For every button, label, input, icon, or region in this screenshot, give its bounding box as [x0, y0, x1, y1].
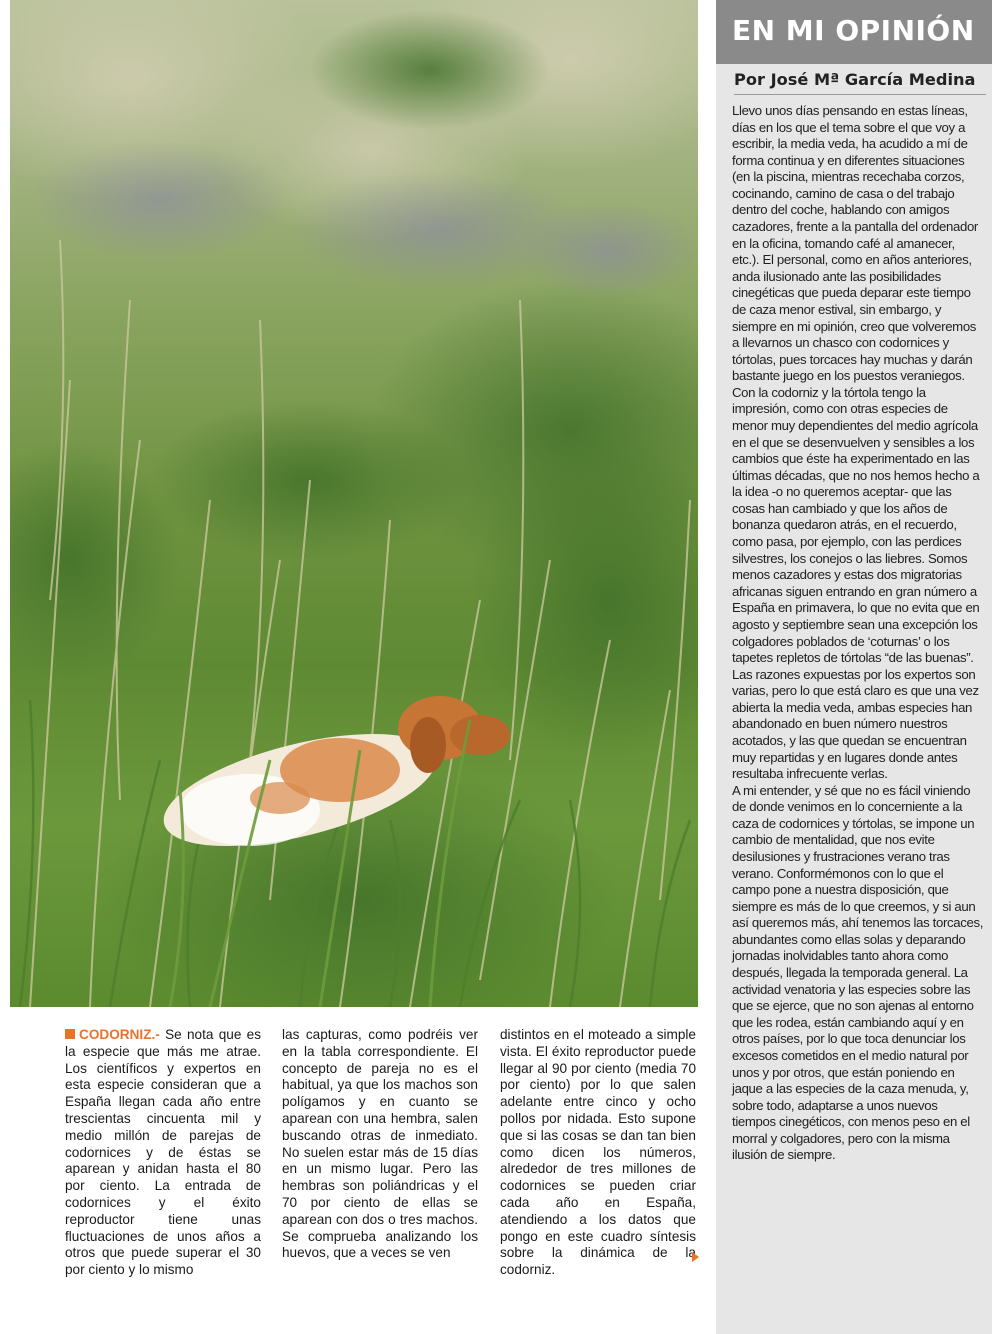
continue-arrow-icon [692, 1252, 699, 1262]
column-1-text: Se nota que es la especie que más me atrae. Los científicos y expertos en esta especie consideran que a España llegan cada año entre trescientas cincuenta mil y medio millón de parejas de codornices y de éstas se aparean y anidan hasta el 80 por ciento. La entrada de codornices y el éxito reproductor tiene unas fluctuaciones de unos años a otros que puede superar el 30 por ciento y lo mismo [65, 1027, 261, 1278]
article-column-3 [500, 1027, 696, 1277]
section-lead-word: CODORNIZ.- [79, 1027, 160, 1042]
article-column-1 [65, 1027, 261, 1277]
section-marker [65, 1029, 75, 1039]
byline-divider [734, 94, 986, 95]
article-column-2 [282, 1027, 478, 1277]
sidebar-header [716, 0, 992, 64]
author-byline: Por José Mª García Medina [734, 70, 976, 89]
grass-field-illustration [10, 0, 698, 1007]
hunting-dog-photo [10, 0, 698, 1007]
opinion-paragraphs: Llevo unos días pensando en estas líneas, días en los que el tema sobre el que voy a escribir, la media veda, ha acudido a mí de forma continua y en diferentes situaciones (en la piscina, mientras recechaba corzos, cocinando, camino de casa o del trabajo dentro del coche, hablando con amigos cazadores, frente a la pantalla del ordenador en la oficina, tomando café al amanecer, etc.). El personal, como en años anteriores, anda ilusionado ante las posibilidades cinegéticas que pueda deparar este tiempo de caza menor estival, sin embargo, y siempre en mi opinión, creo que volveremos a llevarnos un chasco con codornices y tórtolas, pues torcaces hay muchas y darán bastante juego en los puestos veraniegos. Con la codorniz y la tórtola tengo la impresión, como con otras especies de menor muy dependientes del medio agrícola en el que se desenvuelven y sensibles a los cambios que éste ha experimentado en las últimas décadas, que no nos hemos hecho a la idea -o no queremos aceptar- que las cosas han cambiado y que los años de bonanza quedaron atrás, en el recuerdo, como pasa, por ejemplo, con las perdices silvestres, los conejos o las liebres. Somos menos cazadores y estas dos migratorias africanas siguen entrando en gran número a España en primavera, lo que no evita que en agosto y septiembre sean una excepción los colgadores poblados de ‘coturnas’ o los tapetes repletos de tórtolas “de las buenas”. Las razones expuestas por los expertos son varias, pero lo que está claro es que una vez abierta la media veda, ambas especies han abandonado en buen número nuestros acotados, y las que quedan se encuentran muy repartidas y en lugares donde antes resultaba infrecuente verlas. A mi entender, y sé que no es fácil viniendo de donde venimos en lo concerniente a la caza de codornices y tórtolas, se impone un cambio de mentalidad, que nos evite desilusiones y frustraciones verano tras verano. Conformémonos con lo que el campo pone a nuestra disposición, que siempre es más de lo que creemos, y si aun así queremos más, ahí tenemos las torcaces, abundantes como ellas solas y deparando jornadas inolvidables tanto ahora como después, llegada la temporada general. La actividad venatoria y las especies sobre las que se ejerce, que no son ajenas al entorno que les rodea, están cambiando aquí y en otros países, por lo que toca denunciar los excesos cometidos en el medio natural por unos y por otros, que están poniendo en jaque a las especies de la caza menuda, y, sobre todo, adaptarse a unos nuevos tiempos cinegéticos, con menos peso en el morral y colgadores, pero con la misma ilusión de siempre. [732, 103, 984, 1163]
sidebar-title: EN MI OPINIÓN [732, 14, 975, 47]
opinion-text [732, 103, 984, 1164]
column-2-text: las capturas, como podréis ver en la tabla correspondiente. El concepto de pareja no es el habitual, ya que los machos son polígamos y en cuanto se aparean con una hembra, salen buscando otras de inmediato. No suelen estar más de 15 días en un mismo lugar. Pero las hembras son poliándricas y el 70 por ciento de ellas se aparean con dos o tres machos. Se comprueba analizando los huevos, que a veces se ven [282, 1027, 478, 1261]
opinion-sidebar [716, 0, 992, 1334]
column-3-text: distintos en el moteado a simple vista. El éxito reproductor puede llegar al 90 por ciento (media 70 por ciento) por lo que salen adelante entre cinco y ocho pollos por nidada. Esto supone que si las cosas se dan tan bien como dicen los números, alrededor de tres millones de codornices se pueden criar cada año en España, atendiendo a los datos que pongo en este cuadro síntesis sobre la dinámica de la codorniz. [500, 1027, 696, 1278]
